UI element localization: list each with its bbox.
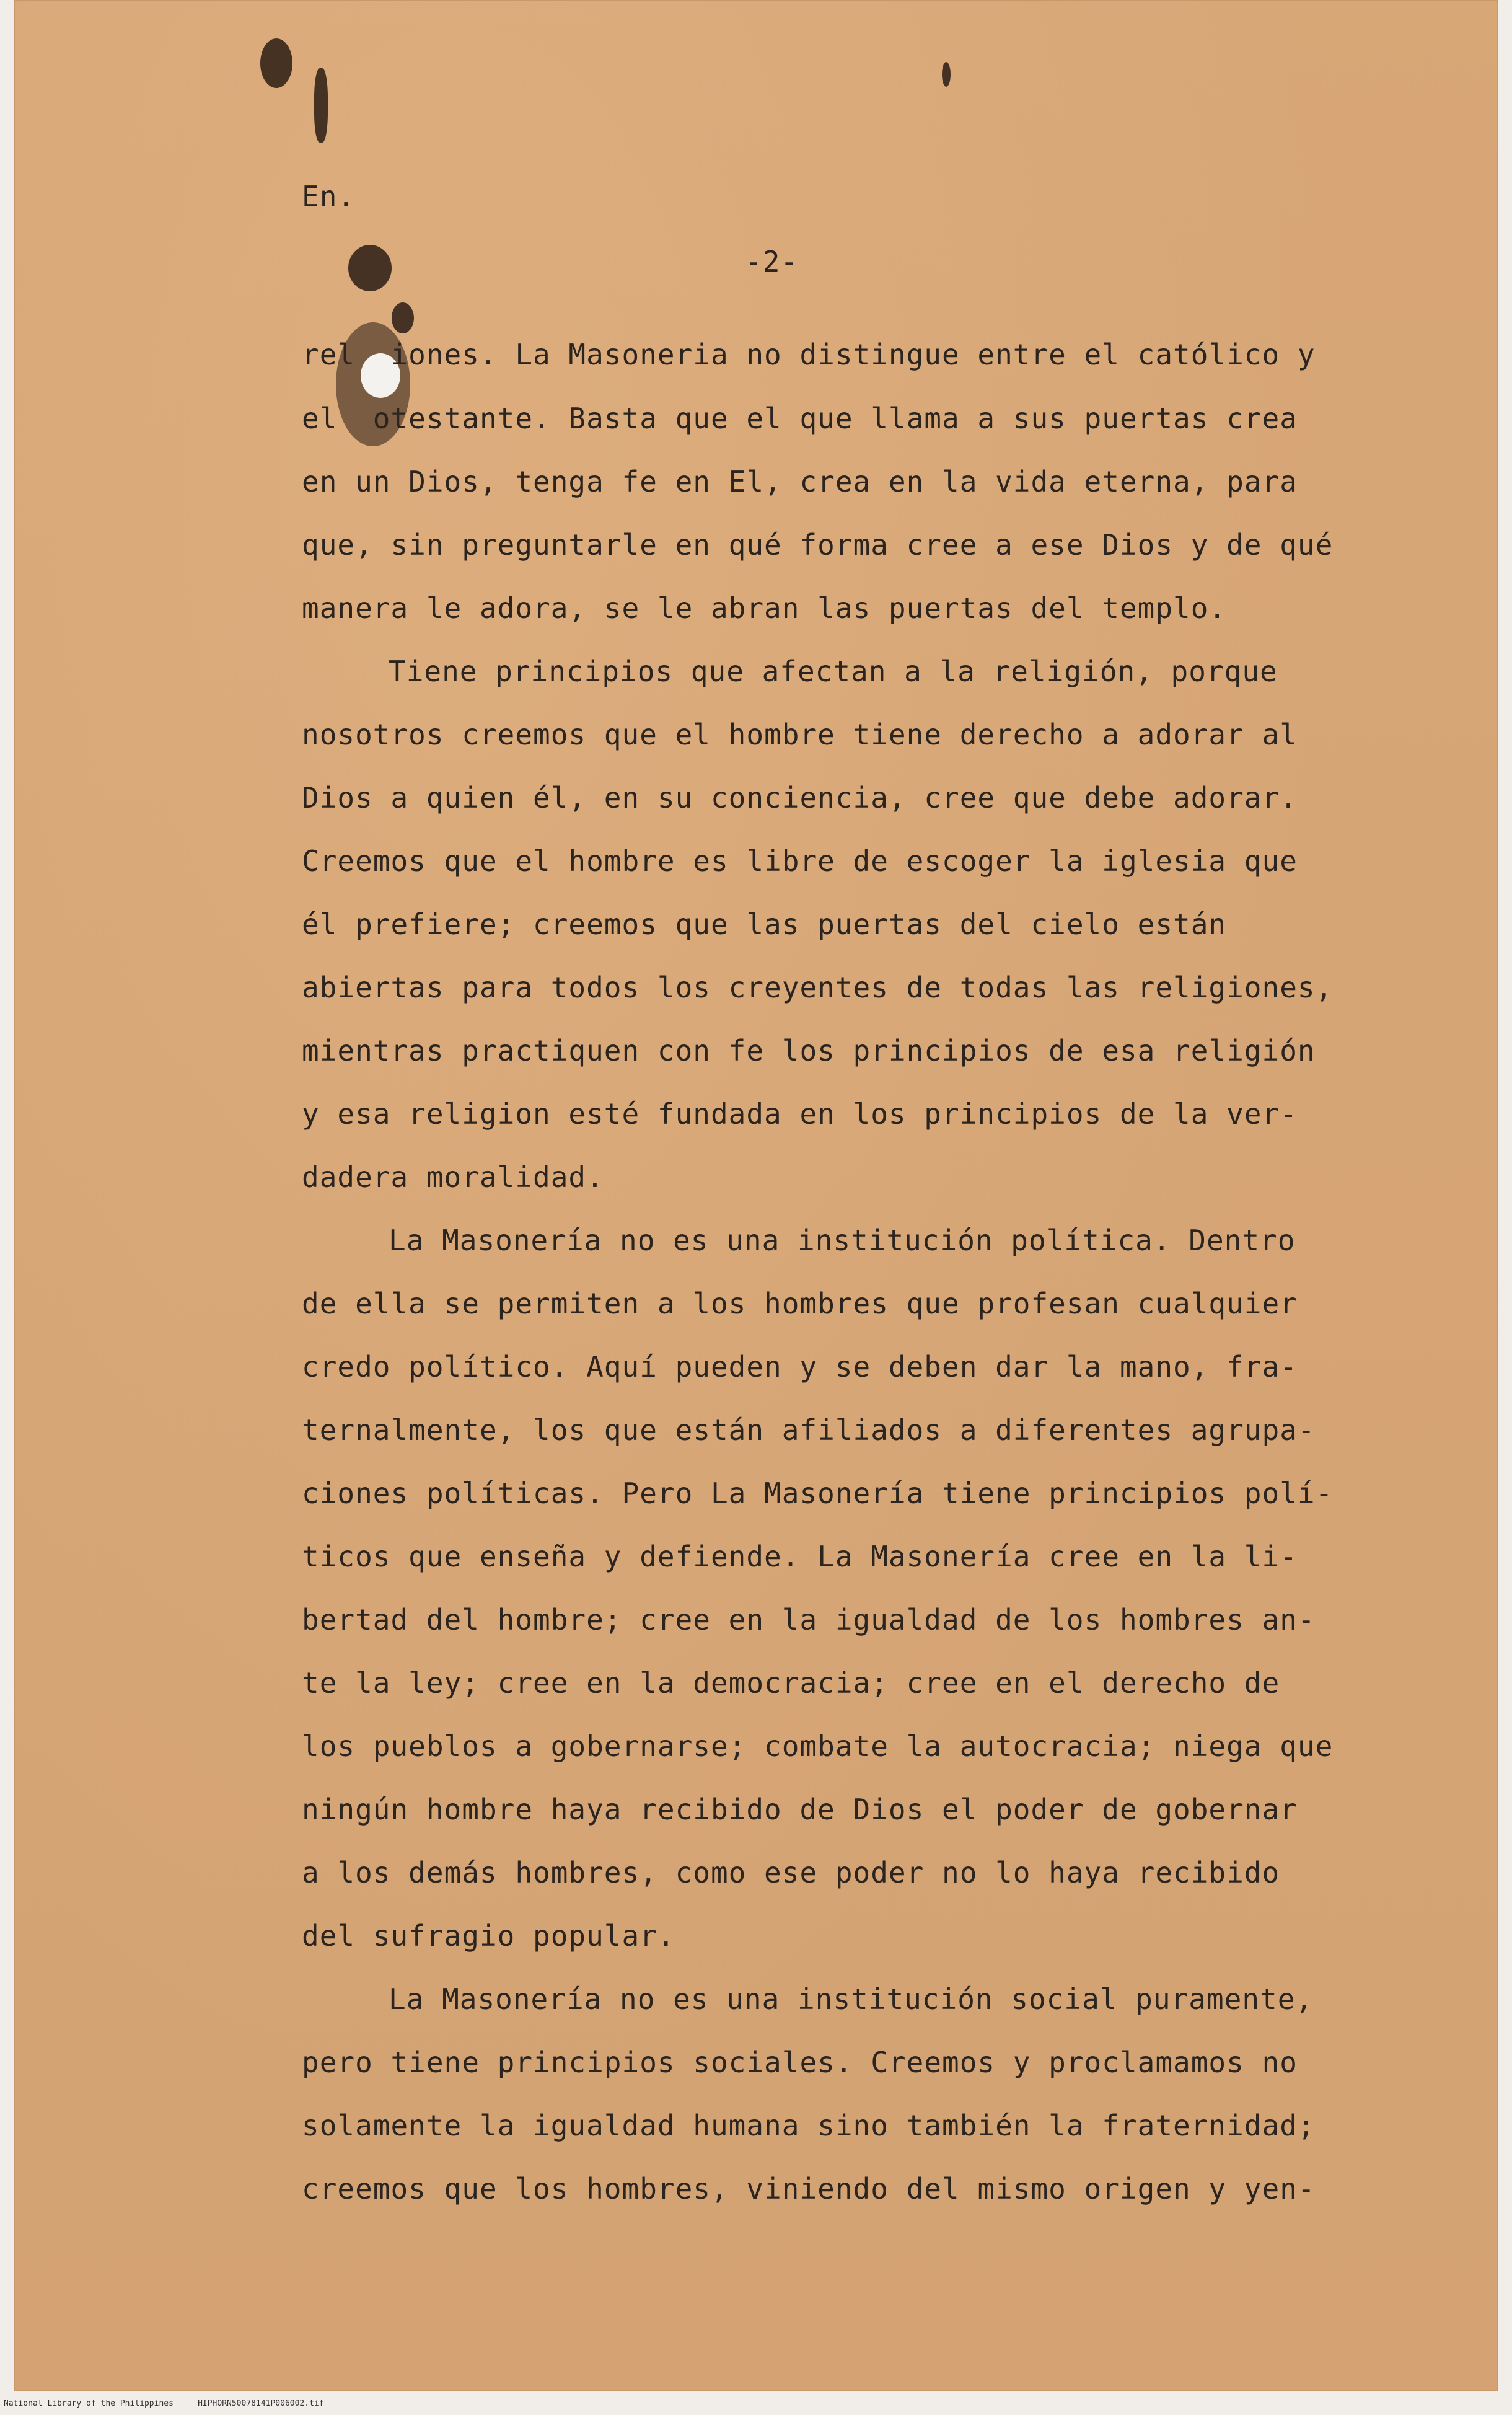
text-line: los pueblos a gobernarse; combate la autocracia; niega que <box>302 1729 1334 1763</box>
text-line: solamente la igualdad humana sino también la fraternidad; <box>302 2109 1316 2142</box>
ink-stain <box>314 68 328 143</box>
text-line: que, sin preguntarle en qué forma cree a ese Dios y de qué <box>302 528 1334 562</box>
text-line: abiertas para todos los creyentes de todas las religiones, <box>302 971 1334 1004</box>
text-line: y esa religion esté fundada en los principios de la ver- <box>302 1097 1298 1131</box>
text-line: mientras practiquen con fe los principios de esa religión <box>302 1034 1316 1067</box>
header-mark: En. <box>302 180 356 213</box>
document-page <box>14 0 1498 2391</box>
text-line: pero tiene principios sociales. Creemos y proclamamos no <box>302 2046 1298 2079</box>
text-line: Creemos que el hombre es libre de escoger la iglesia que <box>302 844 1298 878</box>
text-line: el otestante. Basta que el que llama a sus puertas crea <box>302 402 1298 435</box>
text-line: ternalmente, los que están afiliados a diferentes agrupa- <box>302 1413 1316 1447</box>
text-line: La Masonería no es una institución política. Dentro <box>389 1224 1296 1257</box>
ink-stain <box>260 38 292 88</box>
text-line: La Masonería no es una institución social puramente, <box>389 1982 1314 2016</box>
ink-stain <box>942 62 951 87</box>
text-line: Tiene principios que afectan a la religión, porque <box>389 655 1278 688</box>
text-line: creemos que los hombres, viniendo del mismo origen y yen- <box>302 2172 1316 2205</box>
text-line: bertad del hombre; cree en la igualdad de los hombres an- <box>302 1603 1316 1636</box>
text-line: Dios a quien él, en su conciencia, cree que debe adorar. <box>302 781 1298 815</box>
page-number: -2- <box>745 245 799 278</box>
text-line: nosotros creemos que el hombre tiene derecho a adorar al <box>302 718 1298 751</box>
text-line: ciones políticas. Pero La Masonería tiene principios polí- <box>302 1477 1334 1510</box>
text-line: a los demás hombres, como ese poder no lo haya recibido <box>302 1856 1280 1889</box>
text-line: te la ley; cree en la democracia; cree en el derecho de <box>302 1666 1280 1700</box>
text-line: ningún hombre haya recibido de Dios el poder de gobernar <box>302 1793 1298 1826</box>
ink-stain <box>348 245 392 291</box>
text-line: en un Dios, tenga fe en El, crea en la vida eterna, para <box>302 465 1298 498</box>
text-line: credo político. Aquí pueden y se deben dar la mano, fra- <box>302 1350 1298 1384</box>
text-line: rel iones. La Masoneria no distingue entre el católico y <box>302 338 1316 371</box>
text-line: manera le adora, se le abran las puertas del templo. <box>302 591 1227 625</box>
scan-footer: National Library of the Philippines HIPHORN50078141P006002.tif <box>4 2399 324 2408</box>
text-line: de ella se permiten a los hombres que profesan cualquier <box>302 1287 1298 1320</box>
text-line: del sufragio popular. <box>302 1919 675 1953</box>
text-line: él prefiere; creemos que las puertas del cielo están <box>302 907 1227 941</box>
ink-stain <box>392 302 414 333</box>
text-line: ticos que enseña y defiende. La Masonería cree en la li- <box>302 1540 1298 1573</box>
text-line: dadera moralidad. <box>302 1160 604 1194</box>
